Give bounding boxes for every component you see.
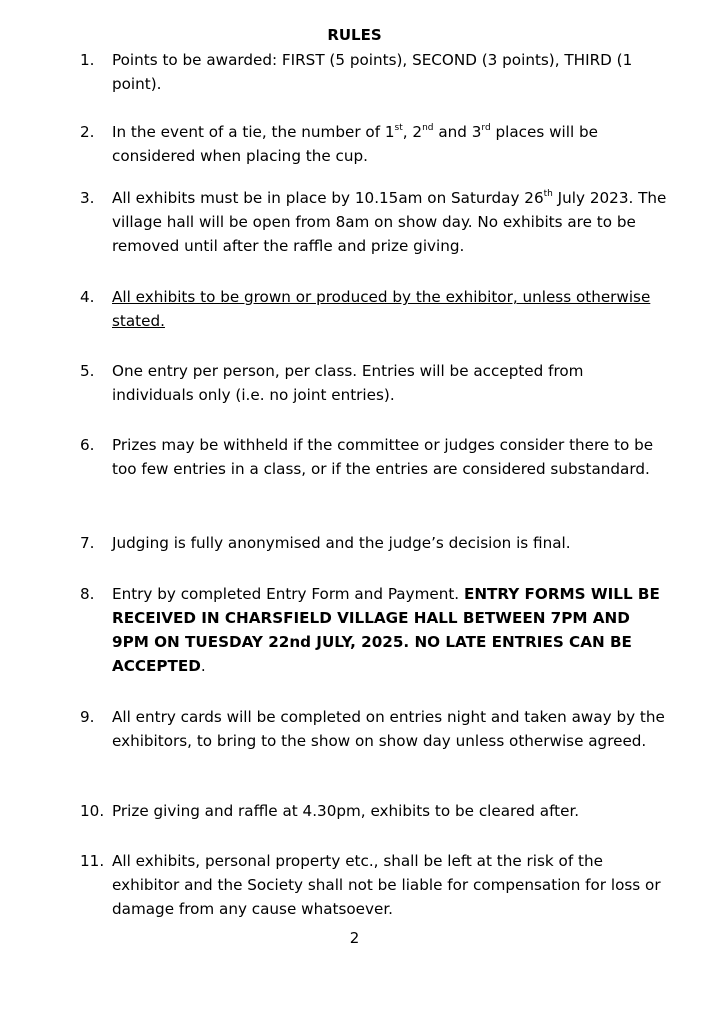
rule-text: [112, 285, 668, 333]
rule-text-segment: All exhibits, personal property etc., shall be left at the risk of the exhibitor and the Society shall not be liable for compensation for loss or damage from any cause whatsoever.: [112, 852, 661, 918]
rule-text-segment: All exhibits to be grown or produced by the exhibitor, unless otherwise stated.: [112, 288, 651, 330]
rule-number: 2.: [80, 123, 95, 141]
page-title: RULES: [327, 26, 382, 44]
rule-text: [112, 433, 668, 481]
rule-text: [112, 531, 668, 555]
rule-number: 9.: [80, 708, 95, 726]
rule-text-segment: July 2023. The village hall will be open from 8am on show day. No exhibits are to be removed until after the raffle and prize giving.: [112, 189, 667, 255]
rule-superscript: nd: [422, 122, 434, 133]
rule-text-segment: All exhibits must be in place by 10.15am on Saturday 26: [112, 189, 544, 207]
rule-text-segment: Prize giving and raffle at 4.30pm, exhibits to be cleared after.: [112, 802, 580, 820]
rule-text-segment: Entry by completed Entry Form and Payment.: [112, 585, 464, 603]
rule-text-segment: In the event of a tie, the number of 1: [112, 123, 395, 141]
rule-text-segment: and 3: [433, 123, 482, 141]
rule-number: 11.: [80, 852, 105, 870]
rule-text: [112, 705, 668, 753]
rule-superscript: rd: [481, 122, 491, 133]
rule-superscript: th: [543, 188, 553, 199]
rule-number: 3.: [80, 189, 95, 207]
rule-text-segment: , 2: [402, 123, 423, 141]
rule-number: 4.: [80, 288, 95, 306]
rule-text-segment: ENTRY FORMS WILL BE RECEIVED IN CHARSFIELD VILLAGE HALL BETWEEN 7PM AND 9PM ON TUESDAY 22nd JULY, 2025. NO LATE ENTRIES CAN BE ACCEPTED: [112, 585, 660, 675]
rule-text-segment: Points to be awarded: FIRST (5 points), SECOND (3 points), THIRD (1 point).: [112, 51, 633, 93]
rule-superscript: st: [394, 122, 403, 133]
rule-text: [112, 186, 668, 258]
rule-text-segment: All entry cards will be completed on entries night and taken away by the exhibitors, to bring to the show on show day unless otherwise agreed.: [112, 708, 665, 750]
rule-number: 5.: [80, 362, 95, 380]
rule-text: [112, 582, 668, 678]
rule-number: 8.: [80, 585, 95, 603]
rule-number: 7.: [80, 534, 95, 552]
rule-text-segment: Prizes may be withheld if the committee or judges consider there to be too few entries in a class, or if the entries are considered substandard.: [112, 436, 654, 478]
rule-number: 6.: [80, 436, 95, 454]
rule-text: [112, 359, 668, 407]
rule-text: [112, 849, 668, 921]
rule-text: [112, 799, 668, 823]
rule-number: 1.: [80, 51, 95, 69]
rule-text-segment: places will be considered when placing the cup.: [112, 123, 598, 165]
rule-text-segment: One entry per person, per class. Entries will be accepted from individuals only (i.e. no joint entries).: [112, 362, 584, 404]
rule-number: 10.: [80, 802, 105, 820]
rule-text: [112, 48, 668, 96]
page-number: 2: [349, 929, 360, 947]
rule-text-segment: .: [200, 657, 206, 675]
rule-text: [112, 120, 668, 168]
rule-text-segment: Judging is fully anonymised and the judge’s decision is final.: [112, 534, 571, 552]
